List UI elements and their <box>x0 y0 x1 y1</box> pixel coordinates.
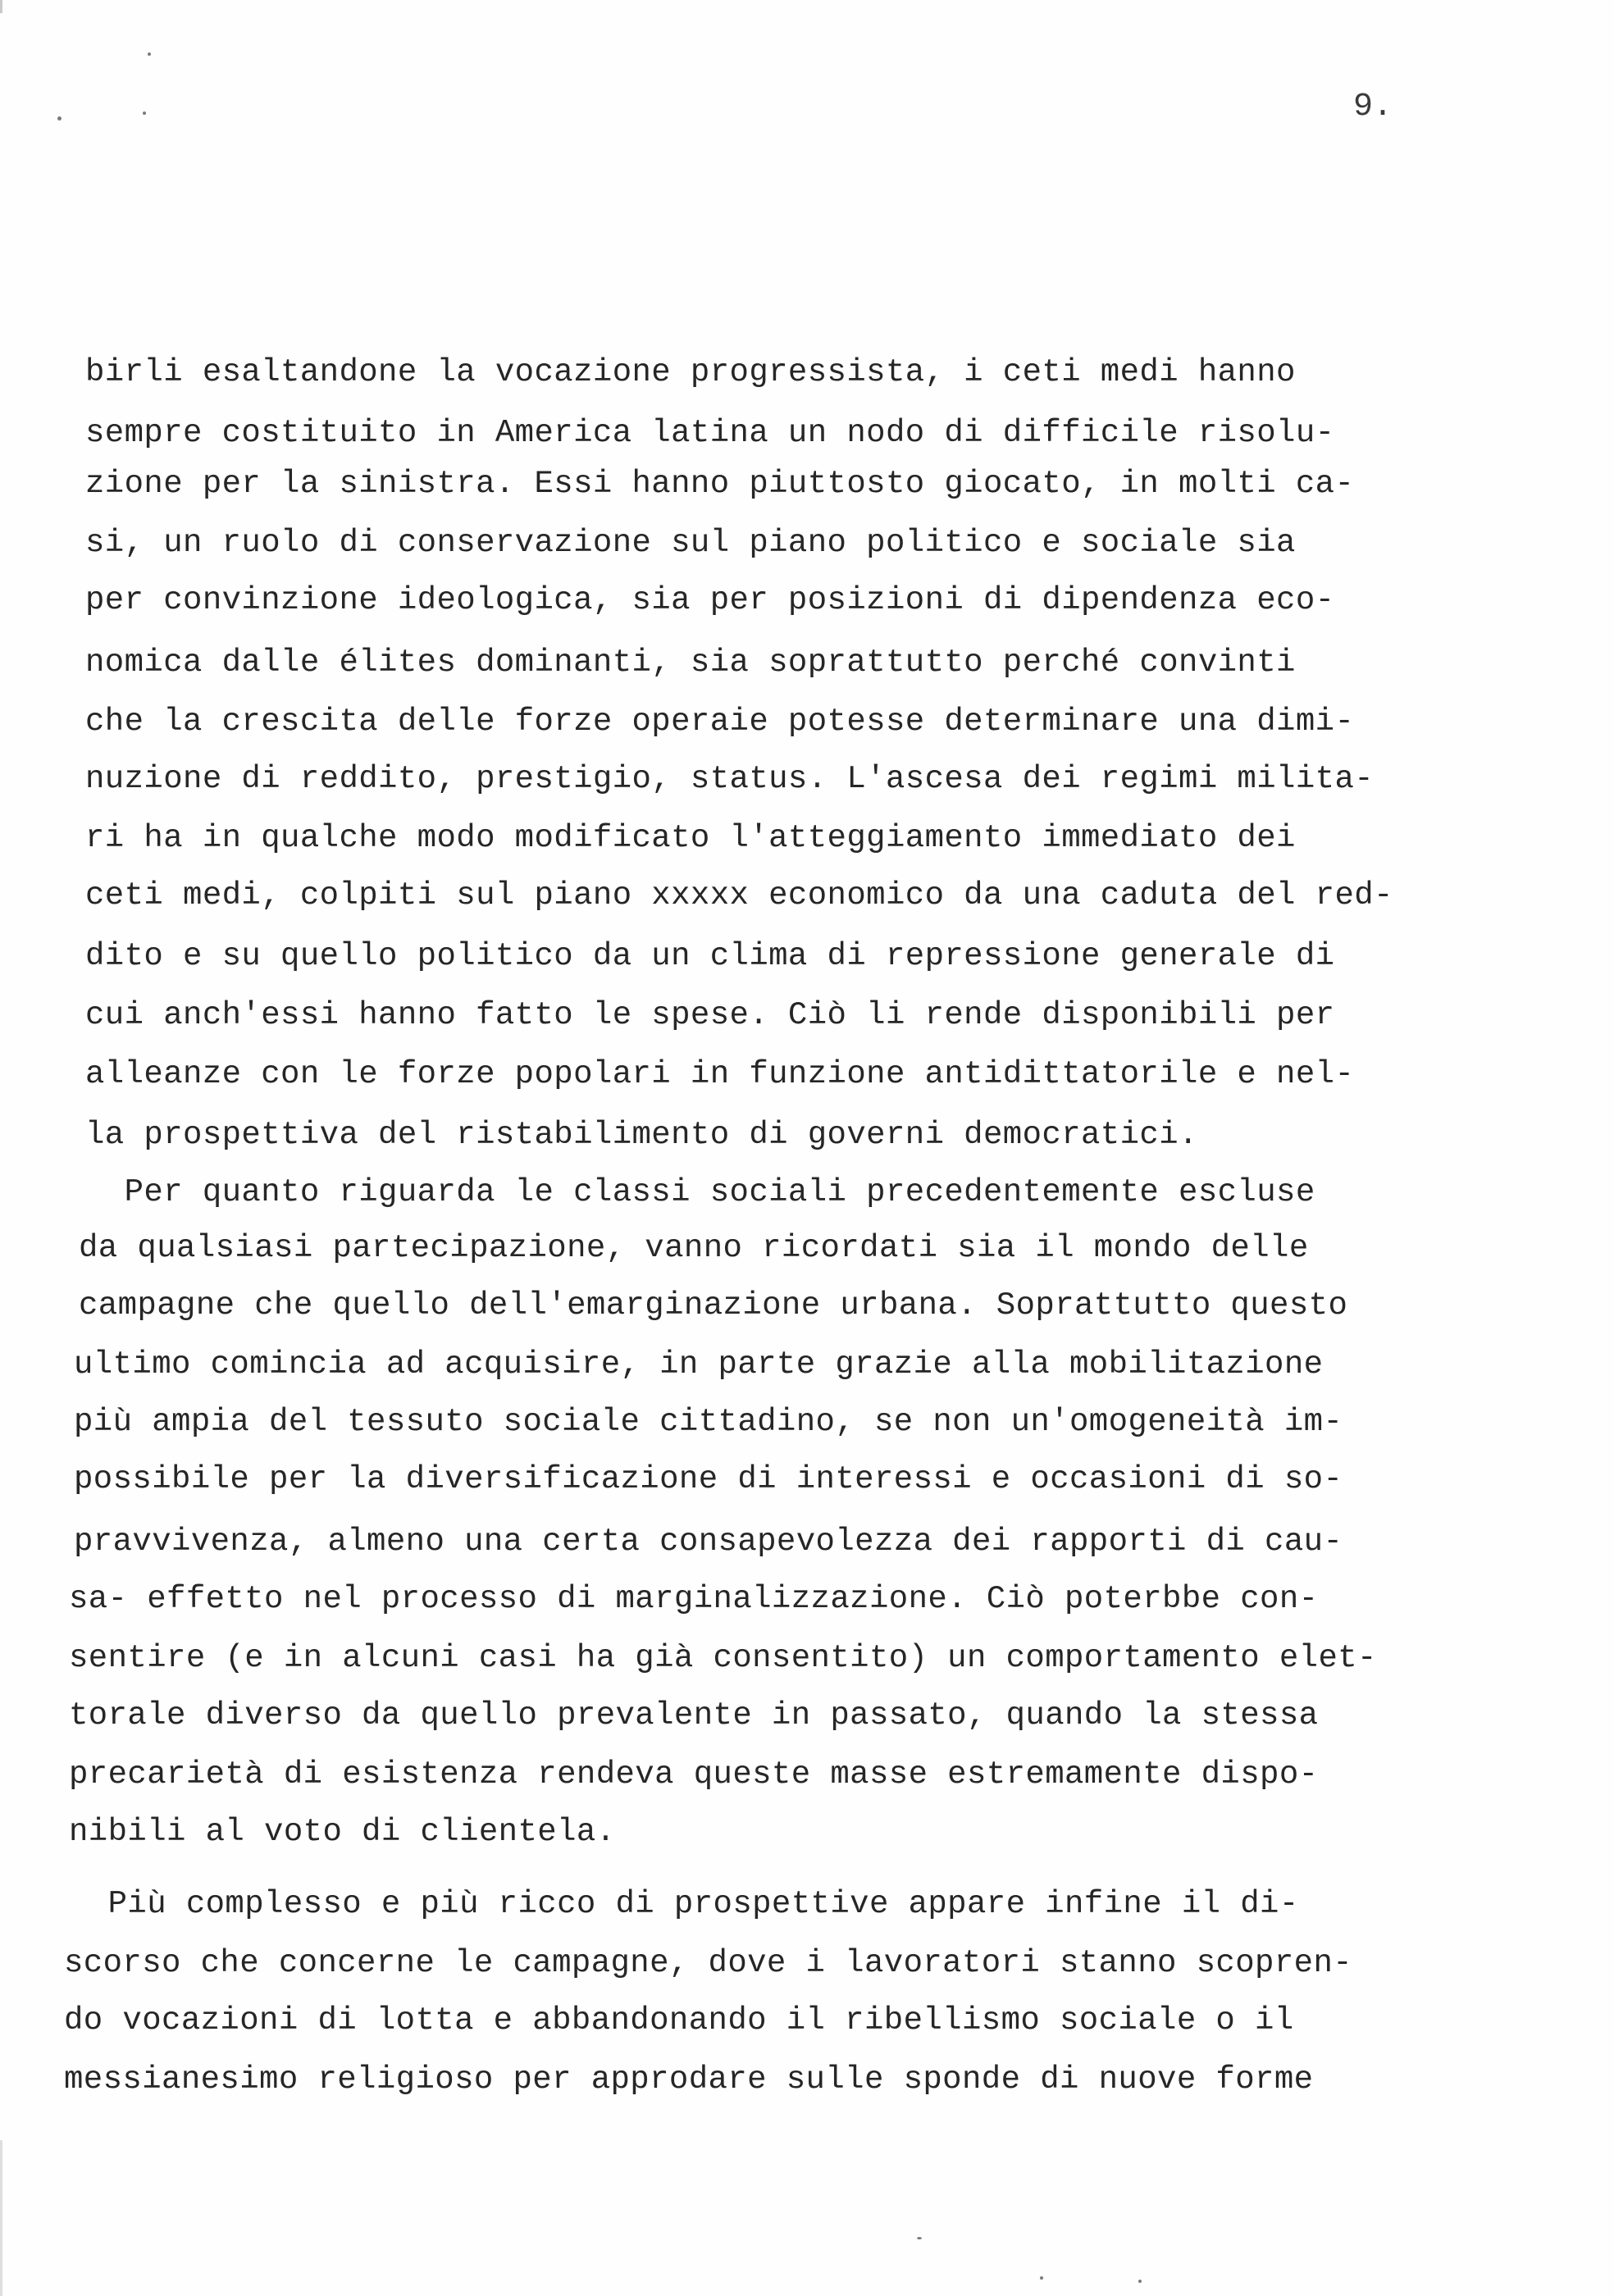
text-line: possibile per la diversificazione di interessi e occasioni di so- <box>74 1461 1343 1497</box>
text-line: do vocazioni di lotta e abbandonando il ribellismo sociale o il <box>64 2002 1294 2039</box>
text-line: più ampia del tessuto sociale cittadino, se non un'omogeneità im- <box>74 1404 1343 1440</box>
text-line: sentire (e in alcuni casi ha già consentito) un comportamento elet- <box>69 1640 1377 1676</box>
text-line: Più complesso e più ricco di prospettive appare infine il di- <box>69 1886 1299 1922</box>
text-line: ri ha in qualche modo modificato l'atteggiamento immediato dei <box>85 820 1296 856</box>
text-line: dito e su quello politico da un clima di repressione generale di <box>85 938 1335 974</box>
text-line: nomica dalle élites dominanti, sia soprattutto perché convinti <box>85 645 1296 681</box>
text-line: ultimo comincia ad acquisire, in parte grazie alla mobilitazione <box>74 1346 1324 1383</box>
text-line: birli esaltandone la vocazione progressista, i ceti medi hanno <box>85 354 1296 390</box>
text-line: torale diverso da quello prevalente in passato, quando la stessa <box>69 1697 1319 1733</box>
text-line: sempre costituito in America latina un nodo di difficile risolu- <box>85 415 1335 451</box>
text-line: precarietà di esistenza rendeva queste masse estremamente dispo- <box>69 1756 1319 1793</box>
text-line: scorso che concerne le campagne, dove i lavoratori stanno scopren- <box>64 1945 1353 1981</box>
text-line: da qualsiasi partecipazione, vanno ricordati sia il mondo delle <box>79 1230 1309 1266</box>
text-line: la prospettiva del ristabilimento di governi democratici. <box>85 1117 1198 1153</box>
text-line: ceti medi, colpiti sul piano xxxxx economico da una caduta del red- <box>85 877 1393 913</box>
text-line: alleanze con le forze popolari in funzione antidittatorile e nel- <box>85 1056 1355 1092</box>
text-line: per convinzione ideologica, sia per posizioni di dipendenza eco- <box>85 582 1335 618</box>
text-line: pravvivenza, almeno una certa consapevolezza dei rapporti di cau- <box>74 1524 1343 1560</box>
text-line: campagne che quello dell'emarginazione urbana. Soprattutto questo <box>79 1287 1348 1323</box>
text-line: nibili al voto di clientela. <box>69 1814 616 1850</box>
text-line: cui anch'essi hanno fatto le spese. Ciò li rende disponibili per <box>85 997 1335 1033</box>
text-line: Per quanto riguarda le classi sociali precedentemente escluse <box>85 1174 1315 1210</box>
text-line: zione per la sinistra. Essi hanno piuttosto giocato, in molti ca- <box>85 466 1355 502</box>
text-line: messianesimo religioso per approdare sulle sponde di nuove forme <box>64 2061 1314 2098</box>
text-line: nuzione di reddito, prestigio, status. L'ascesa dei regimi militа- <box>85 761 1375 797</box>
page-number: 9. <box>1353 89 1393 125</box>
text-line: si, un ruolo di conservazione sul piano politico e sociale sia <box>85 525 1296 561</box>
text-line: sa- effetto nel processo di marginalizzazione. Ciò poterbbe con- <box>69 1581 1319 1617</box>
text-line: che la crescita delle forze operaie potesse determinare una dimi- <box>85 704 1355 740</box>
